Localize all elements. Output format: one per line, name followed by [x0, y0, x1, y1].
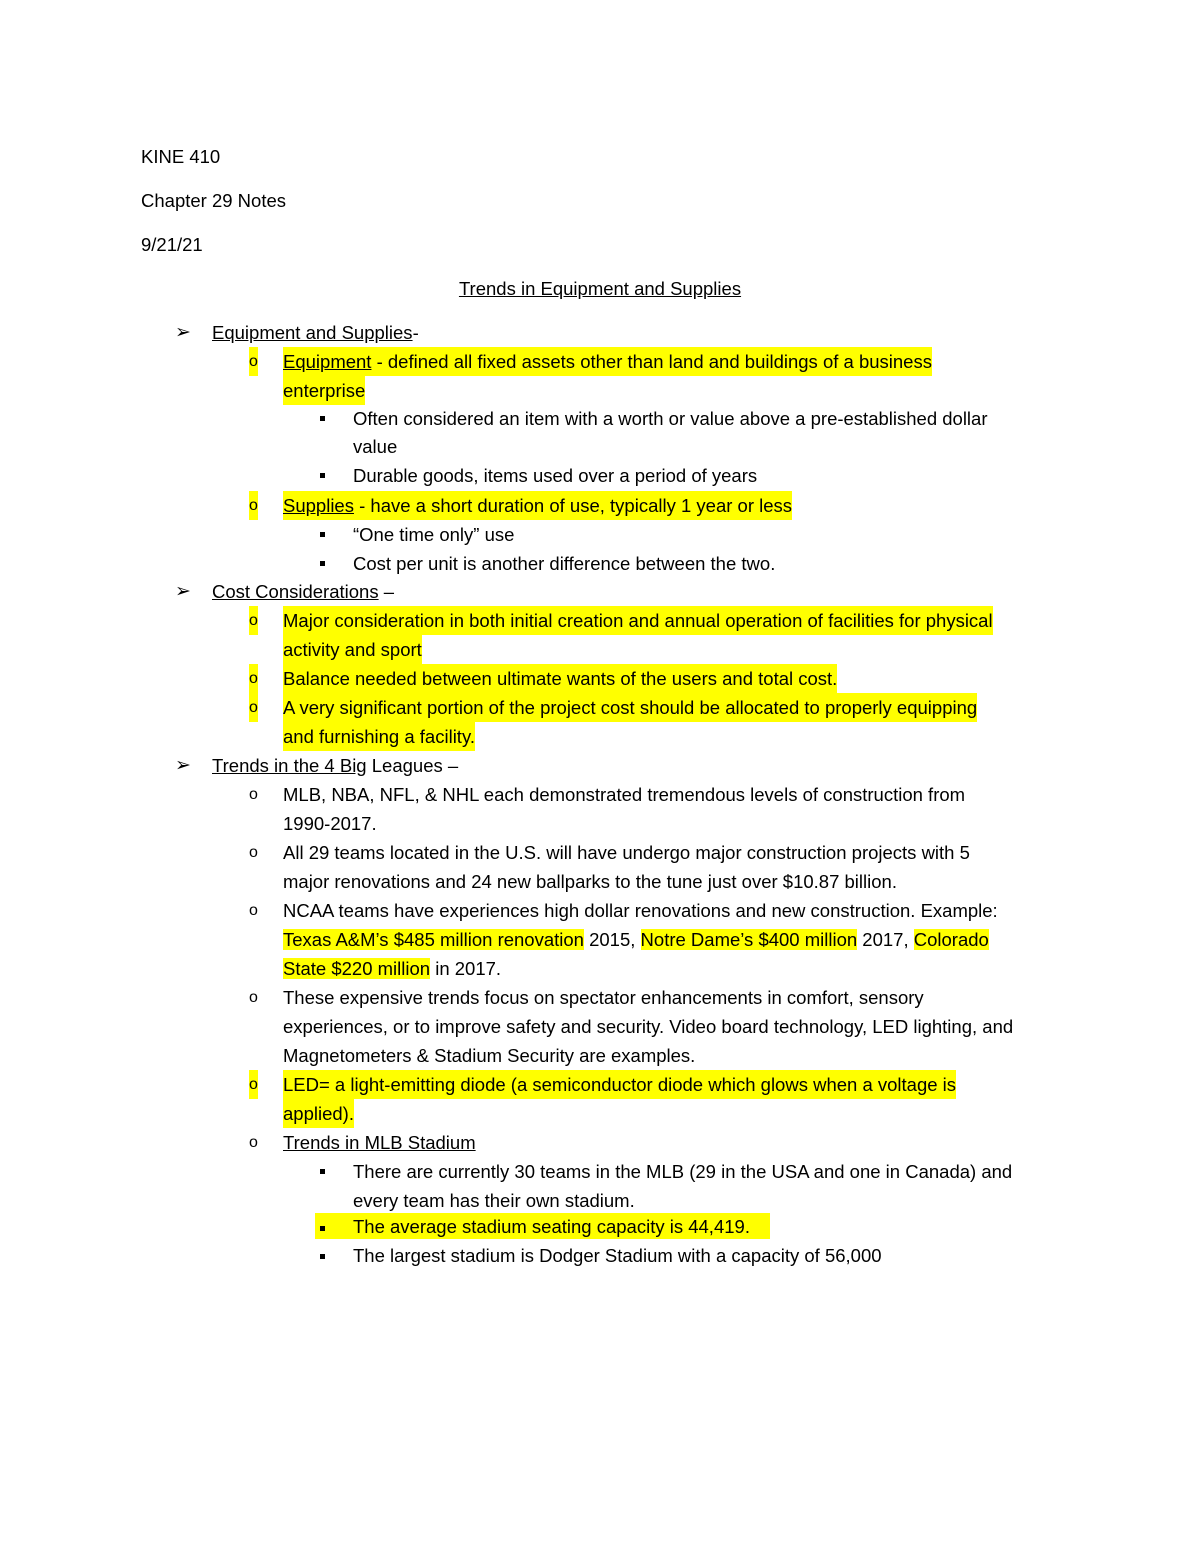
- circle-bullet-icon: o: [249, 347, 258, 376]
- leagues-item-5: LED= a light-emitting diode (a semiconductor diode which glows when a voltage is: [283, 1070, 956, 1099]
- leagues-item-2: All 29 teams located in the U.S. will have undergo major construction projects with 5: [283, 842, 970, 863]
- circle-bullet-icon: o: [249, 1134, 258, 1151]
- leagues-item-3: NCAA teams have experiences high dollar renovations and new construction. Example:: [283, 900, 998, 921]
- arrow-bullet-icon: ➢: [175, 322, 191, 343]
- course-code: KINE 410: [141, 146, 221, 167]
- leagues-item-1: MLB, NBA, NFL, & NHL each demonstrated tremendous levels of construction from: [283, 784, 966, 805]
- circle-bullet-icon: o: [249, 606, 258, 635]
- square-bullet-icon: [320, 1226, 325, 1231]
- circle-bullet-icon: o: [249, 664, 258, 693]
- equipment-definition-cont: enterprise: [283, 376, 365, 405]
- cost-item-3-cont: and furnishing a facility.: [283, 722, 475, 751]
- date-label: 9/21/21: [141, 234, 203, 255]
- cost-item-1-cont: activity and sport: [283, 635, 422, 664]
- square-bullet-icon: [320, 561, 325, 566]
- cost-item-3: A very significant portion of the project cost should be allocated to properly equipping: [283, 693, 977, 722]
- square-bullet-icon: [320, 473, 325, 478]
- square-bullet-icon: [320, 416, 325, 421]
- equipment-bullet-1: Often considered an item with a worth or value above a pre-established dollar: [353, 408, 988, 429]
- mlb-bullet-1: There are currently 30 teams in the MLB (29 in the USA and one in Canada) and: [353, 1161, 1013, 1182]
- square-bullet-icon: [320, 532, 325, 537]
- arrow-bullet-icon: ➢: [175, 581, 191, 602]
- leagues-item-2-cont: major renovations and 24 new ballparks to the tune just over $10.87 billion.: [283, 871, 897, 892]
- cost-item-2: Balance needed between ultimate wants of the users and total cost.: [283, 664, 837, 693]
- leagues-item-1-cont: 1990-2017.: [283, 813, 377, 834]
- leagues-item-3-cont2: State $220 million in 2017.: [283, 958, 502, 979]
- supplies-bullet-1: “One time only” use: [353, 524, 515, 545]
- leagues-item-4: These expensive trends focus on spectator enhancements in comfort, sensory: [283, 987, 924, 1008]
- circle-bullet-icon: o: [249, 844, 258, 861]
- page-title: Trends in Equipment and Supplies: [458, 278, 742, 299]
- supplies-definition: Supplies - have a short duration of use, typically 1 year or less: [283, 491, 792, 520]
- leagues-item-4-cont: experiences, or to improve safety and security. Video board technology, LED lighting, and: [283, 1016, 1014, 1037]
- circle-bullet-icon: o: [249, 989, 258, 1006]
- square-bullet-icon: [320, 1254, 325, 1259]
- section-heading-equipment: Equipment and Supplies-: [212, 322, 419, 343]
- mlb-subheading: Trends in MLB Stadium: [283, 1132, 476, 1153]
- mlb-bullet-1-cont: every team has their own stadium.: [353, 1190, 635, 1211]
- circle-bullet-icon: o: [249, 1070, 258, 1099]
- section-heading-cost: Cost Considerations –: [212, 581, 395, 602]
- cost-item-1: Major consideration in both initial creation and annual operation of facilities for physical: [283, 606, 993, 635]
- circle-bullet-icon: o: [249, 786, 258, 803]
- equipment-definition: Equipment - defined all fixed assets other than land and buildings of a business: [283, 347, 932, 376]
- chapter-label: Chapter 29 Notes: [141, 190, 287, 211]
- leagues-item-4-cont2: Magnetometers & Stadium Security are examples.: [283, 1045, 696, 1066]
- circle-bullet-icon: o: [249, 491, 258, 520]
- equipment-bullet-1-cont: value: [353, 436, 398, 457]
- mlb-bullet-2: The average stadium seating capacity is 44,419.: [353, 1216, 750, 1237]
- circle-bullet-icon: o: [249, 693, 258, 722]
- arrow-bullet-icon: ➢: [175, 755, 191, 776]
- supplies-bullet-2: Cost per unit is another difference between the two.: [353, 553, 776, 574]
- leagues-item-5-cont: applied).: [283, 1099, 354, 1128]
- circle-bullet-icon: o: [249, 902, 258, 919]
- mlb-bullet-3: The largest stadium is Dodger Stadium with a capacity of 56,000: [353, 1245, 882, 1266]
- section-heading-leagues: Trends in the 4 Big Leagues –: [212, 755, 459, 776]
- square-bullet-icon: [320, 1169, 325, 1174]
- equipment-bullet-2: Durable goods, items used over a period of years: [353, 465, 758, 486]
- leagues-item-3-cont: Texas A&M’s $485 million renovation 2015, Notre Dame’s $400 million 2017, Colorado: [283, 929, 989, 950]
